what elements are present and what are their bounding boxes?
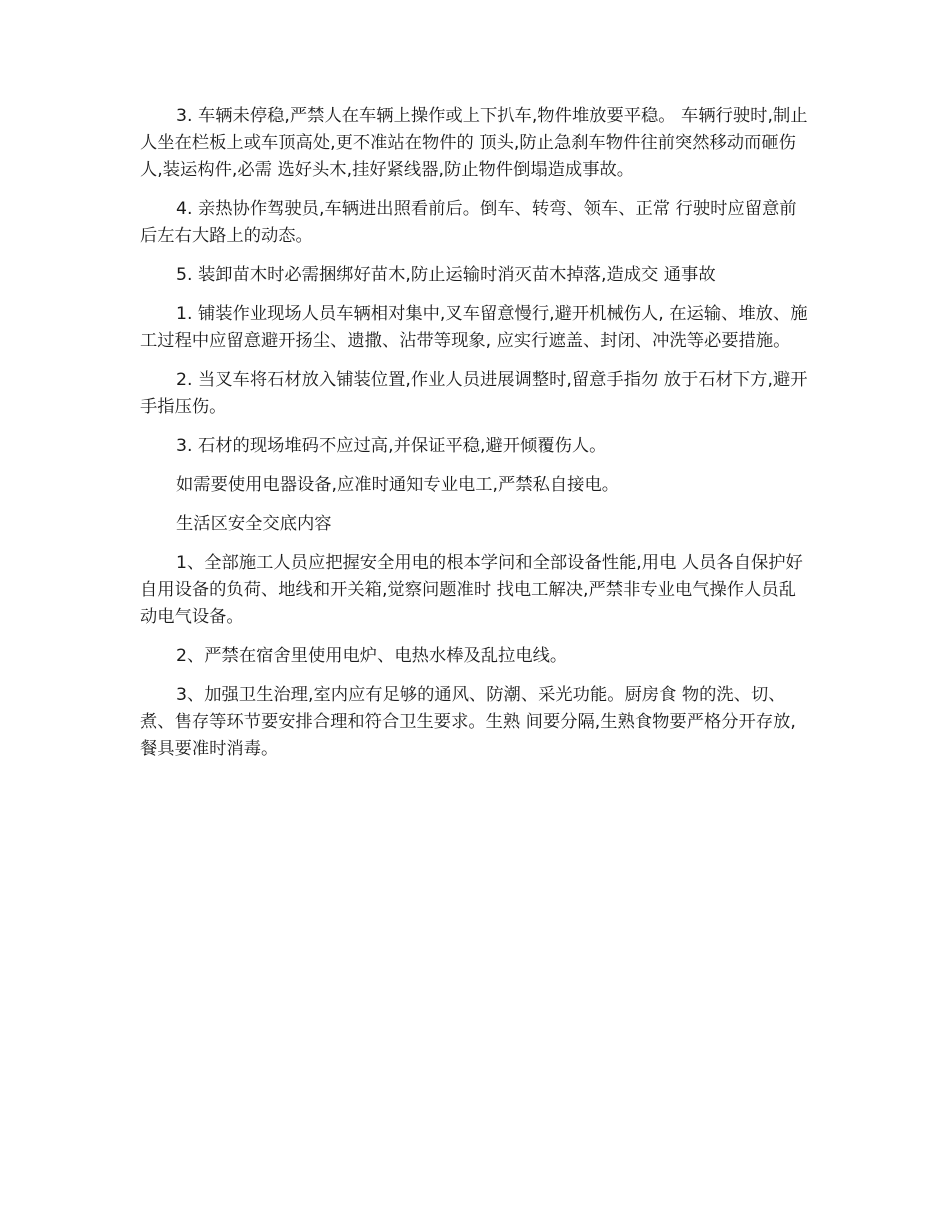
paragraph-dormitory-rules: 2、严禁在宿舍里使用电炉、电热水棒及乱拉电线。 — [176, 646, 568, 666]
section-heading-living-area: 生活区安全交底内容 — [176, 514, 332, 534]
paragraph-stone-stacking: 3. 石材的现场堆码不应过高,并保证平稳,避开倾覆伤人。 — [176, 436, 607, 456]
paragraph-hygiene-management: 3、加强卫生治理,室内应有足够的通风、防潮、采光功能。厨房食 物的洗、切、煮、售存等环节要安排合理和符合卫生要求。生熟 间要分隔,生熟食物要严格分开存放,餐具要准时消毒。 — [140, 685, 796, 759]
paragraph-seedling-loading: 5. 装卸苗木时必需捆绑好苗木,防止运输时消灭苗木掉落,造成交 通事故 — [176, 265, 716, 285]
paragraph-electrical-safety: 1、全部施工人员应把握安全用电的根本学问和全部设备性能,用电 人员各自保护好自用设备的负荷、地线和开关箱,觉察问题准时 找电工解决,严禁非专业电气操作人员乱动电气设备。 — [140, 553, 803, 627]
paragraph-electrical-equipment: 如需要使用电器设备,应准时通知专业电工,严禁私自接电。 — [176, 475, 620, 495]
paragraph-vehicle-stability: 3. 车辆未停稳,严禁人在车辆上操作或上下扒车,物件堆放要平稳。 车辆行驶时,制止人坐在栏板上或车顶高处,更不准站在物件的 顶头,防止急刹车物件往前突然移动而砸伤人,装运构件,必需 选好头木,挂好紧线器,防止物件倒塌造成事故。 — [140, 106, 808, 180]
paragraph-paving-site: 1. 铺装作业现场人员车辆相对集中,叉车留意慢行,避开机械伤人, 在运输、堆放、施工过程中应留意避开扬尘、遗撒、沾带等现象, 应实行遮盖、封闭、冲洗等必要措施。 — [140, 304, 808, 351]
paragraph-forklift-stone: 2. 当叉车将石材放入铺装位置,作业人员进展调整时,留意手指勿 放于石材下方,避开手指压伤。 — [140, 370, 808, 417]
paragraph-driver-coordination: 4. 亲热协作驾驶员,车辆进出照看前后。倒车、转弯、领车、正常 行驶时应留意前后左右大路上的动态。 — [140, 199, 797, 246]
document-page — [140, 103, 812, 775]
